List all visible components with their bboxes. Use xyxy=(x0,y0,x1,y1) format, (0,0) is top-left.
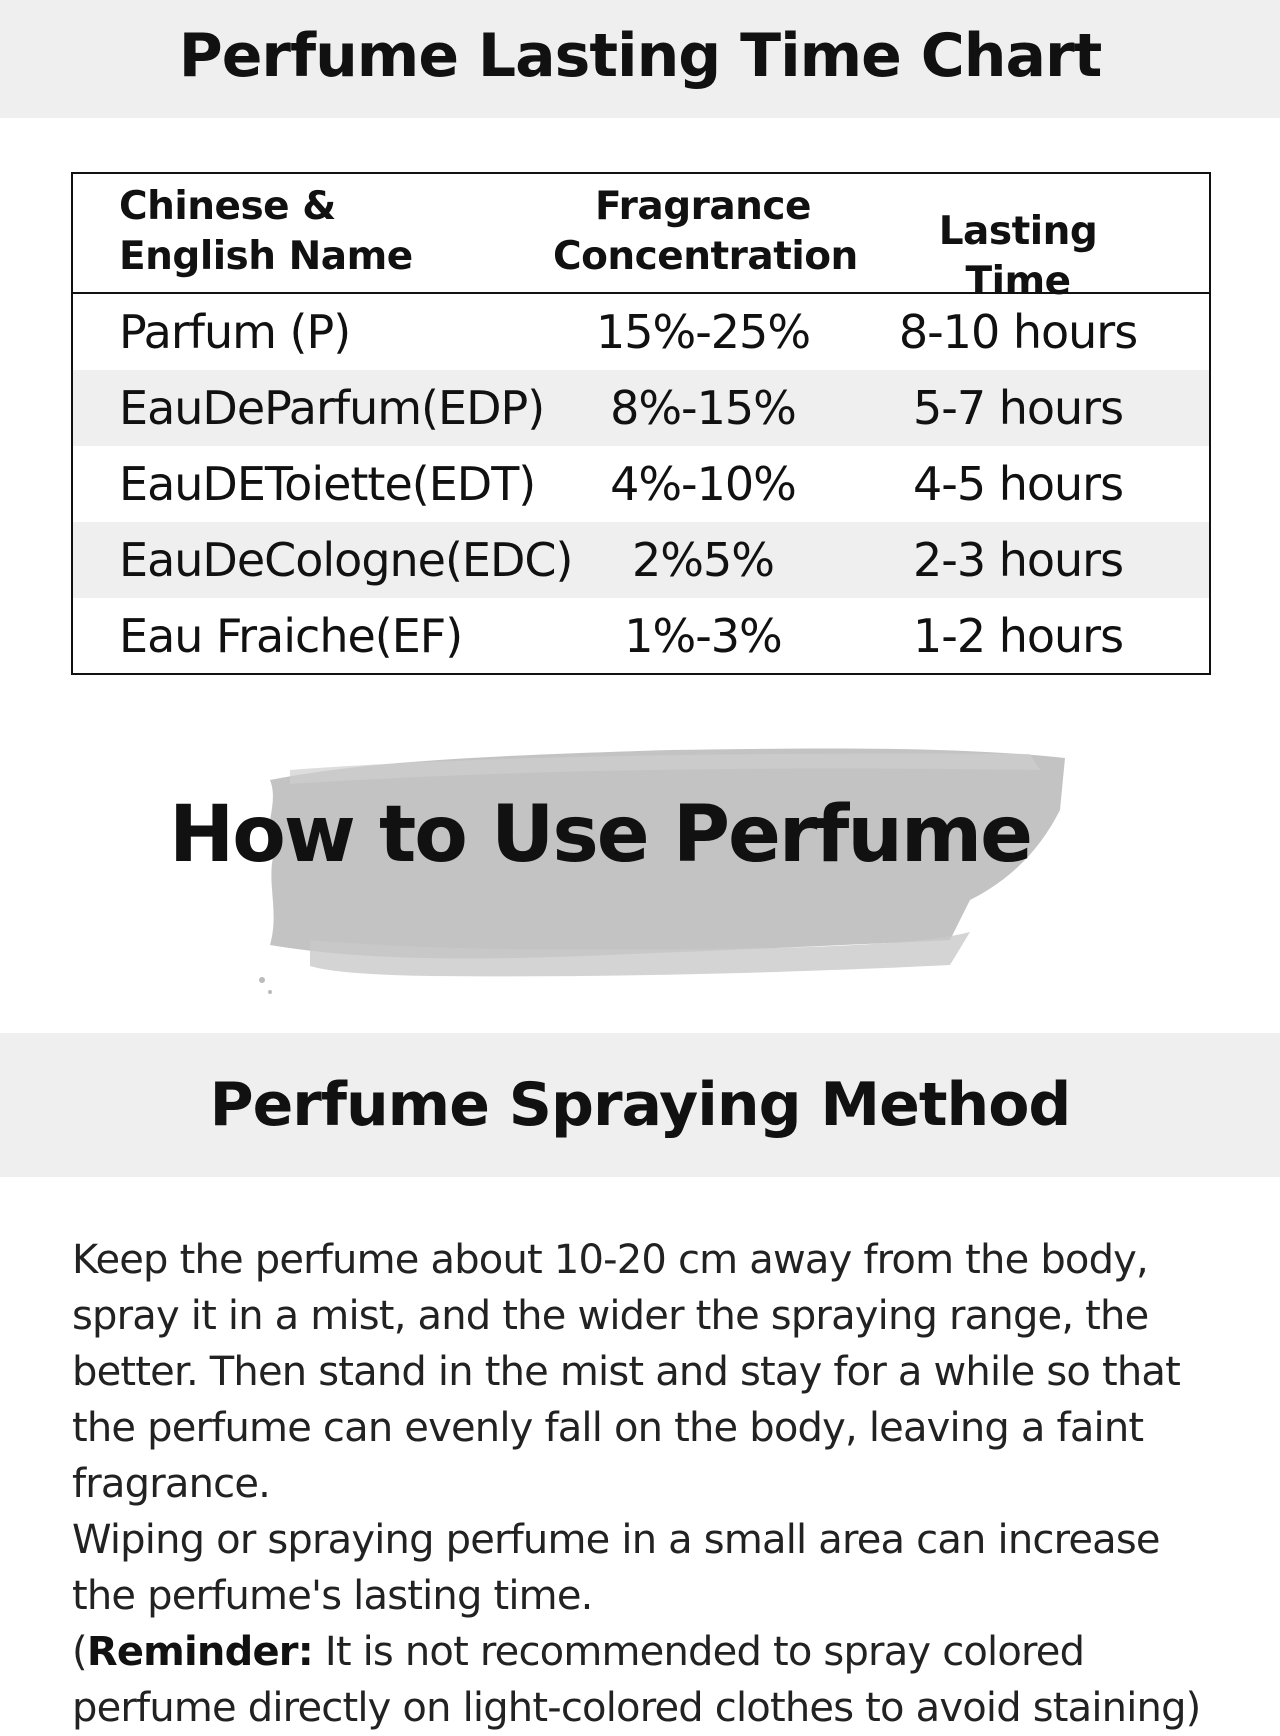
method-band xyxy=(0,1033,1280,1177)
reminder-open-paren: ( xyxy=(72,1629,87,1675)
cell-concentration: 1%-3% xyxy=(624,609,782,663)
lasting-time-table xyxy=(71,172,1211,675)
how-to-title: How to Use Perfume xyxy=(168,790,1032,880)
cell-time: 8-10 hours xyxy=(898,305,1138,359)
cell-time: 2-3 hours xyxy=(912,533,1124,587)
chart-title: Perfume Lasting Time Chart xyxy=(178,21,1102,91)
spraying-instructions xyxy=(72,1232,1222,1736)
cell-time: 4-5 hours xyxy=(912,457,1124,511)
cell-concentration: 8%-15% xyxy=(610,381,796,435)
table-row xyxy=(73,522,1209,598)
cell-name: EauDeCologne(EDC) xyxy=(119,533,573,587)
title-band xyxy=(0,0,1280,118)
paragraph-distance: Keep the perfume about 10-20 cm away from the body, spray it in a mist, and the wider the spraying range, the better. Then stand in the mist and stay for a while so that the perfume can evenly fall on the body, leaving a faint fragrance. xyxy=(72,1237,1180,1507)
header-concentration-line2: Concentration xyxy=(553,234,858,279)
cell-name: Parfum (P) xyxy=(119,305,351,359)
table-row xyxy=(73,446,1209,522)
table-row xyxy=(73,598,1209,674)
cell-concentration: 2%5% xyxy=(632,533,774,587)
header-name-line2: English Name xyxy=(119,234,413,279)
paragraph-small-area: Wiping or spraying perfume in a small area can increase the perfume's lasting time. xyxy=(72,1517,1160,1619)
table-row xyxy=(73,370,1209,446)
method-title: Perfume Spraying Method xyxy=(209,1070,1071,1140)
table-header xyxy=(73,174,1209,304)
header-lasting-time-line1: Lasting Time xyxy=(938,209,1098,304)
header-concentration xyxy=(553,182,858,282)
header-name xyxy=(119,182,413,282)
cell-name: EauDEToiette(EDT) xyxy=(119,457,536,511)
header-lasting-time xyxy=(893,207,1143,307)
reminder xyxy=(72,1624,1222,1736)
cell-name: EauDeParfum(EDP) xyxy=(119,381,545,435)
header-concentration-line1: Fragrance xyxy=(595,184,811,229)
reminder-label: Reminder: xyxy=(86,1629,313,1675)
cell-name: Eau Fraiche(EF) xyxy=(119,609,463,663)
table-row xyxy=(73,294,1209,370)
header-name-line1: Chinese & xyxy=(119,184,336,229)
cell-time: 5-7 hours xyxy=(912,381,1124,435)
cell-time: 1-2 hours xyxy=(912,609,1124,663)
reminder-text: It is not recommended to spray colored perfume directly on light-colored clothes to avoid staining) xyxy=(72,1629,1201,1731)
cell-concentration: 15%-25% xyxy=(595,305,811,359)
cell-concentration: 4%-10% xyxy=(610,457,796,511)
